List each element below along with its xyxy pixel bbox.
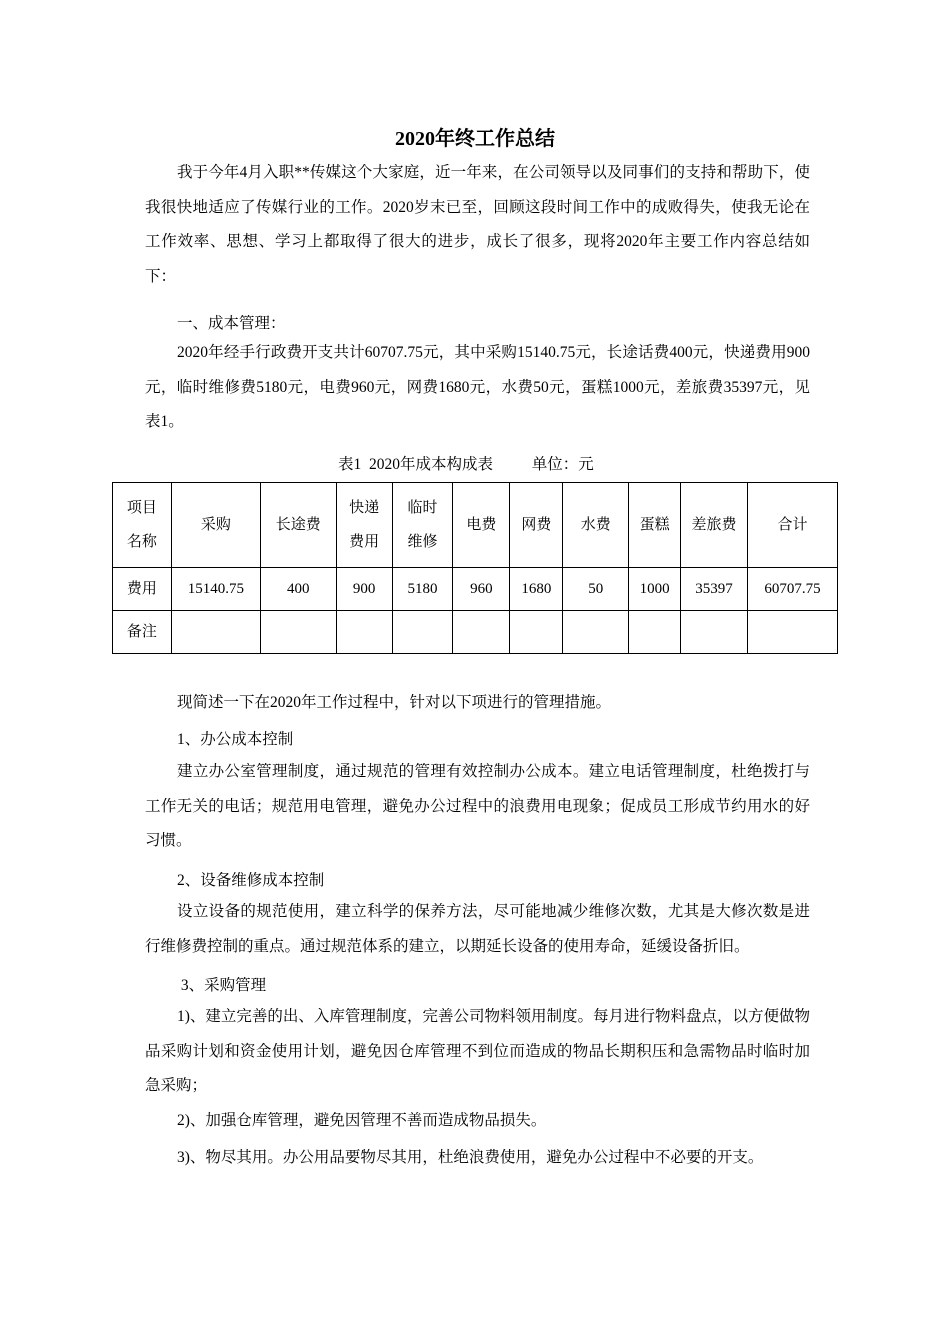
table-cell	[392, 611, 453, 654]
header-cell: 采购	[171, 483, 260, 568]
measure1-heading: 1、办公成本控制	[177, 731, 294, 748]
table-cell: 15140.75	[171, 568, 260, 611]
header-cell: 网费	[510, 483, 563, 568]
table-cell: 400	[260, 568, 336, 611]
header-cell: 合计	[748, 483, 838, 568]
table-row-notes	[113, 611, 838, 654]
table-cell: 50	[563, 568, 629, 611]
table-cell	[336, 611, 392, 654]
table-cell	[563, 611, 629, 654]
measure3-item3: 3)、物尽其用。办公用品要物尽其用，杜绝浪费使用，避免办公过程中不必要的开支。	[177, 1149, 764, 1166]
measure3-item1: 1)、建立完善的出、入库管理制度，完善公司物料领用制度。每月进行物料盘点，以方便做物品采购计划和资金使用计划，避免因仓库管理不到位而造成的物品长期积压和急需物品时临时加急采购；	[145, 1008, 810, 1094]
header-cell: 电费	[453, 483, 510, 568]
row-label: 备注	[113, 611, 172, 654]
table-cell: 5180	[392, 568, 453, 611]
header-cell: 快递 费用	[336, 483, 392, 568]
header-cell: 临时 维修	[392, 483, 453, 568]
table-row-cost	[113, 568, 838, 611]
intro-paragraph: 我于今年4月入职**传媒这个大家庭，近一年来，在公司领导以及同事们的支持和帮助下，使我很快地适应了传媒行业的工作。2020岁末已至，回顾这段时间工作中的成败得失，使我无论在工作效率、思想、学习上都取得了很大的进步，成长了很多，现将2020年主要工作内容总结如下：	[145, 164, 810, 285]
table-cell	[171, 611, 260, 654]
table-cell	[629, 611, 681, 654]
measure3-heading: 3、采购管理	[177, 977, 267, 994]
table-cell: 60707.75	[748, 568, 838, 611]
header-cell: 长途费	[260, 483, 336, 568]
section1-heading: 一、成本管理：	[177, 315, 286, 332]
row-label: 费用	[113, 568, 172, 611]
table-cell: 1680	[510, 568, 563, 611]
header-cell: 项目 名称	[113, 483, 172, 568]
table-cell	[681, 611, 748, 654]
header-cell: 差旅费	[681, 483, 748, 568]
measure2-heading: 2、设备维修成本控制	[177, 872, 325, 889]
measure3-item2: 2)、加强仓库管理，避免因管理不善而造成物品损失。	[177, 1112, 547, 1129]
section1-paragraph: 2020年经手行政费开支共计60707.75元，其中采购15140.75元，长途话费400元，快递费用900元，临时维修费5180元，电费960元，网费1680元，水费50元，蛋糕1000元，差旅费35397元，见表1。	[145, 344, 810, 430]
header-cell: 水费	[563, 483, 629, 568]
measure1-paragraph: 建立办公室管理制度，通过规范的管理有效控制办公成本。建立电话管理制度，杜绝拨打与工作无关的电话；规范用电管理，避免办公过程中的浪费用电现象；促成员工形成节约用水的好习惯。	[145, 763, 810, 849]
table-cell: 1000	[629, 568, 681, 611]
cost-table	[112, 482, 838, 654]
table-cell	[260, 611, 336, 654]
table-cell: 35397	[681, 568, 748, 611]
table-caption: 表1 2020年成本构成表 单位：元	[338, 456, 594, 473]
measures-intro: 现简述一下在2020年工作过程中，针对以下项进行的管理措施。	[177, 694, 612, 711]
table-cell	[453, 611, 510, 654]
header-cell: 蛋糕	[629, 483, 681, 568]
table-cell	[510, 611, 563, 654]
table-cell	[748, 611, 838, 654]
table-header-row	[113, 483, 838, 568]
measure2-paragraph: 设立设备的规范使用，建立科学的保养方法，尽可能地减少维修次数，尤其是大修次数是进行维修费控制的重点。通过规范体系的建立，以期延长设备的使用寿命，延缓设备折旧。	[145, 903, 810, 955]
page-title: 2020年终工作总结	[395, 128, 555, 150]
table-cell: 900	[336, 568, 392, 611]
table-cell: 960	[453, 568, 510, 611]
